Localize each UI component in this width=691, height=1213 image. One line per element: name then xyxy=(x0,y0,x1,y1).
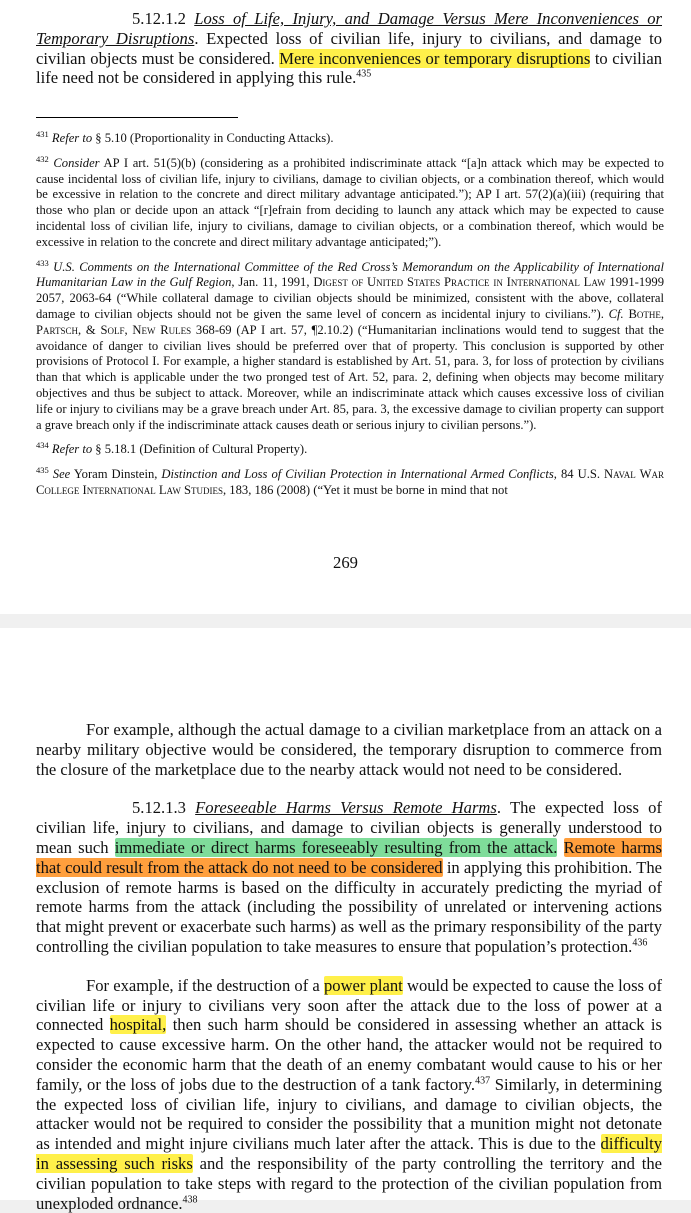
citation-title: U.S. Comments on the International Committee of the Red Cross’s Memorandum on the Applicability of International Humanitarian Law in the Gulf Region xyxy=(36,259,664,290)
highlight-yellow: difficulty in assessing such risks xyxy=(36,1134,662,1173)
footnote-text: AP I art. 51(5)(b) (considering as a prohibited indiscriminate attack “[a]n attack which may be expected to cause incidental loss of civilian life, injury to civilians, damage to civilian objects, or a combination thereof, which would be excessive in relation to the concrete and direct military advantage anticipated.”); AP I art. 57(2)(a)(iii) (requiring that those who plan or decide upon an attack “[r]efrain from deciding to launch any attack which may be expected to cause incidental loss of civilian life, injury to civilians, damage to civilian objects, or a combination thereof, which would be excessive in relation to the concrete and direct military advantage anticipated;”). xyxy=(36,155,664,249)
text-run: For example, if the destruction of a xyxy=(86,975,324,995)
footnotes xyxy=(36,128,665,508)
section-number: 5.12.1.2 xyxy=(132,9,186,28)
text-run: to civilian life need not be considered in applying this rule. xyxy=(36,48,662,88)
signal: Refer to xyxy=(51,131,93,145)
highlight-yellow: hospital, xyxy=(109,1015,167,1035)
citation-source: Naval War College International Law Studies xyxy=(36,467,664,497)
footnote-number: 434 xyxy=(36,440,49,451)
section-heading: Loss of Life, Injury, and Damage Versus Mere Inconveniences or Temporary Disruptions xyxy=(36,9,662,48)
footnote-text: 1991-1999 2057, 2063-64 (“While collateral damage to civilian objects should be minimized, consistent with the above, collateral damage to civilian objects should not be given the same level of concern as incidental injury to civilians.”). xyxy=(36,275,665,321)
text-run: would be expected to cause the loss of civilian life or injury to civilians very soon after the attack due to the loss of power at a connected xyxy=(36,975,662,1035)
footnote-435 xyxy=(36,464,664,499)
footnote-433 xyxy=(36,257,665,434)
text-run: Similarly, in determining the expected loss of civilian life, injury to civilians, and damage to civilian objects, the attacker would not be required to consider the possibility that a munition might not detonate as intended and might injure civilians much later after the attack. This is due to the xyxy=(36,1074,663,1154)
text-run: For example, although the actual damage to a civilian marketplace from an attack on a nearby military objective would be considered, the temporary disruption to commerce from the closure of the marketplace due to the nearby attack would not need to be considered. xyxy=(36,720,662,779)
highlight-orange: Remote harms that could result from the attack do not need to be considered xyxy=(36,837,662,877)
signal: Refer to xyxy=(51,442,93,457)
footnote-ref[interactable]: 438 xyxy=(182,1194,198,1205)
paragraph-examples xyxy=(36,976,662,1213)
text-run: . Expected loss of civilian life, injury to civilians, and damage to civilian objects must be considered. xyxy=(36,28,663,68)
footnote-ref[interactable]: 436 xyxy=(632,937,648,949)
footnote-number: 435 xyxy=(36,464,49,475)
highlight-yellow: Mere inconveniences or temporary disruptions xyxy=(279,48,591,68)
footnote-text: , 183, 186 (2008) (“Yet it must be borne in mind that not xyxy=(223,482,508,497)
citation-source: Digest of United States Practice in International Law xyxy=(313,275,606,290)
page-number: 269 xyxy=(333,553,358,572)
footnote-text: § 5.10 (Proportionality in Conducting Attacks). xyxy=(92,131,334,145)
main-text xyxy=(36,720,662,1213)
footnote-text: 368-69 (AP I art. 57, ¶2.10.2) (“Humanitarian inclinations would tend to suggest that the avoidance of danger to civilian lives should be preferred over that of property. This conclusion is supported by other provisions of Protocol I. For example, a higher standard is established by Art. 51, para. 3, for loss of protection by civilians than that which is applicable under the two pronged test of Art. 52, para. 2, defining when objects may become military objectives and thus be subject to attack. Moreover, while an indiscriminate attack which causes excessive loss of civilian life or injury to civilians may be a grave breach under Art. 85, para. 3, the excessive damage to civilian property can support a grave breach only if the indiscriminate attack causes death or serious injury to civilian persons.”). xyxy=(36,322,665,432)
paragraph-marketplace xyxy=(36,720,662,779)
footnote-text: , 84 U.S. xyxy=(553,467,605,482)
citation-source: Bothe, Partsch, & Solf, New Rules xyxy=(36,306,664,337)
footnote-text: § 5.18.1 (Definition of Cultural Property). xyxy=(92,442,308,457)
highlight-yellow: power plant xyxy=(323,975,403,995)
footnote-text: Yoram Dinstein, xyxy=(70,467,162,482)
section-5-12-1-2 xyxy=(36,9,662,88)
footnote-432 xyxy=(36,153,664,251)
section-heading: Foreseeable Harms Versus Remote Harms xyxy=(195,798,497,818)
footnote-ref[interactable]: 435 xyxy=(356,68,372,80)
footnote-text: , Jan. 11, 1991, xyxy=(231,275,314,290)
section-5-12-1-3 xyxy=(36,798,662,956)
footnote-ref[interactable]: 437 xyxy=(475,1075,491,1087)
signal: See xyxy=(52,467,71,482)
footnote-431 xyxy=(36,128,664,147)
footnote-434 xyxy=(36,442,664,458)
signal: Consider xyxy=(53,155,100,170)
highlight-green: immediate or direct harms foreseeably resulting from the attack. xyxy=(114,837,558,857)
signal: Cf. xyxy=(608,306,624,321)
footnote-number: 431 xyxy=(36,128,49,139)
text-run: and the responsibility of the party controlling the territory and the civilian population to take steps with regard to the protection of the civilian population from unexploded ordnance. xyxy=(36,1153,662,1213)
document-page-270 xyxy=(0,628,691,1213)
citation-title: Distinction and Loss of Civilian Protection in International Armed Conflicts xyxy=(161,467,554,482)
text-run: in applying this prohibition. The exclusion of remote harms is based on the difficulty in accurately predicting the myriad of remote harms from the attack (including the possibility of unrelated or intervening actions that might prevent or exacerbate such harms) as well as the primary responsibility of the party controlling the civilian population to take measures to ensure that population’s protection. xyxy=(36,857,662,956)
section-number: 5.12.1.3 xyxy=(132,798,186,818)
text-run: . The expected loss of civilian life, injury to civilians, and damage to civilian objects is generally understood to mean such xyxy=(36,798,662,857)
paragraph xyxy=(36,9,662,88)
footnote-divider xyxy=(36,117,238,118)
footnote-number: 433 xyxy=(36,257,49,268)
text-run: then such harm should be considered in assessing whether an attack is expected to cause excessive harm. On the other hand, the attacker would not be required to consider the economic harm that the death of an enemy combatant would cause to his or her family, or the loss of jobs due to the destruction of a tank factory. xyxy=(36,1015,662,1094)
footnote-number: 432 xyxy=(36,153,49,164)
